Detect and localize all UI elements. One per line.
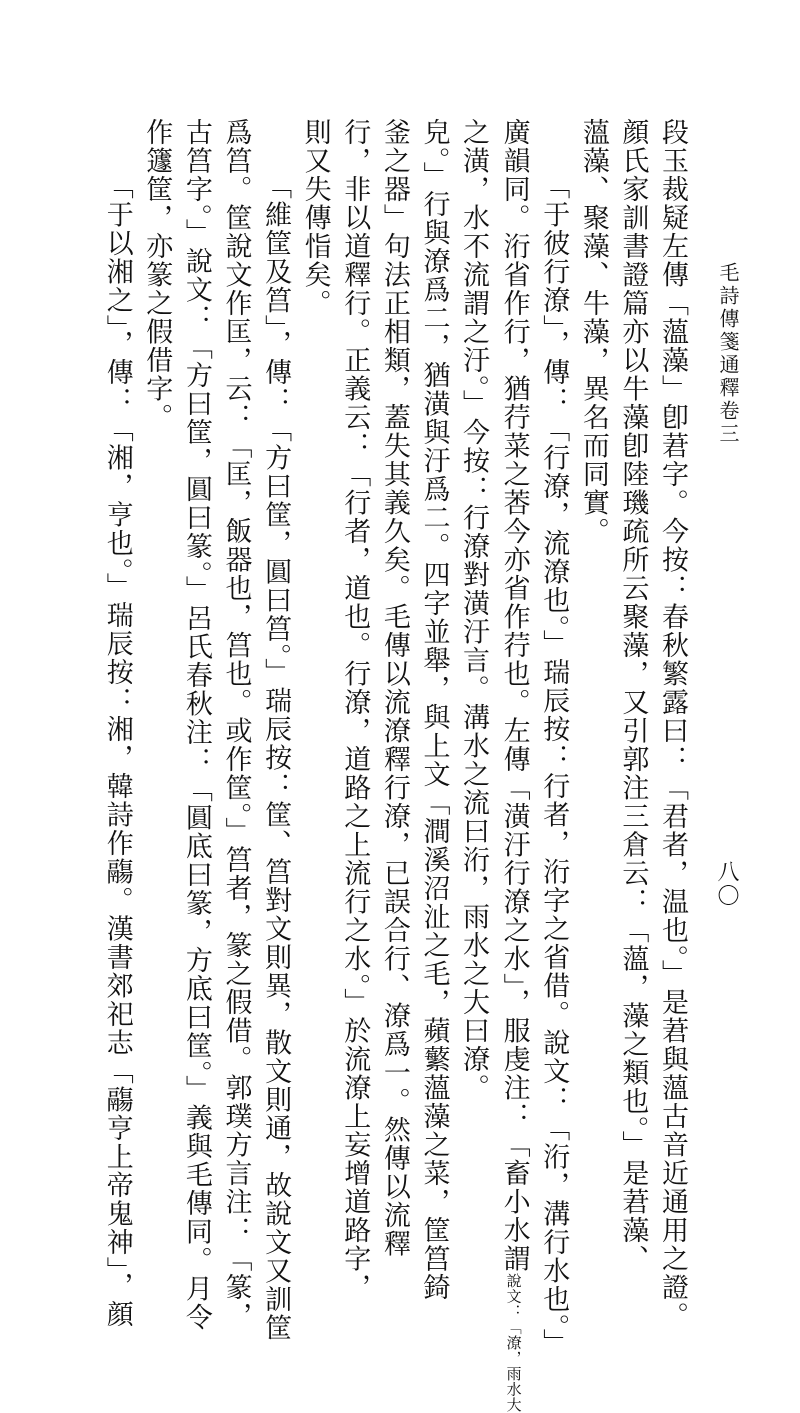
text-column: 「于彼行潦」，傳：「行潦，流潦也。」瑞辰按：行者，洐字之省借。說文：「洐，溝行水也。」 bbox=[538, 172, 570, 1357]
text-column: 顔氏家訓書證篇亦以牛藻卽陸璣疏所云聚藻，又引郭注三倉云：「薀，藻之類也。」是莙藻、 bbox=[617, 118, 649, 1273]
text-column: 「于以湘之」，傳：「湘，亨也。」瑞辰按：湘，韓詩作鬺。漢書郊祀志「鬺亨上帝鬼神」，顔 bbox=[101, 172, 133, 1329]
inline-note: 說文：「潦，雨水大 bbox=[504, 1273, 523, 1413]
text-column: 「維筐及筥」，傳：「方曰筐，圓曰筥。」瑞辰按：筐、筥對文則異，散文則通，故說文又訓筐 bbox=[260, 172, 292, 1342]
text-column: 廣韻同。洐省作行，猶荇菜之莕今亦省作荇也。左傳「潢汙行潦之水」，服虔注：「畜小水謂說文：「潦，雨水大 bbox=[498, 118, 530, 1413]
text-column: 作籧筐，亦篆之假借字。 bbox=[141, 118, 173, 432]
text-column: 則又失傳恉矣。 bbox=[299, 118, 331, 318]
text-column: 之潢，水不流謂之汙。」今按：行潦對潢汙言。溝水之流曰洐，雨水之大曰潦。 bbox=[458, 118, 490, 1102]
text-column: 古筥字。」說文：「方曰筐，圓曰篆。」呂氏春秋注：「圓底曰篆，方底曰筐。」義與毛傳同。月令 bbox=[180, 118, 212, 1332]
text-column: 皃。」行與潦爲二，猶潢與汙爲二。四字並舉，與上文「澗溪沼沚之毛，蘋蘩薀藻之菜，筐筥錡 bbox=[418, 118, 450, 1302]
text-body bbox=[52, 118, 692, 1413]
page-number: 八〇 bbox=[714, 860, 739, 908]
running-title: 毛詩傳箋通釋卷三 bbox=[716, 262, 740, 446]
text-column: 薀藻、聚藻、牛藻，異名而同實。 bbox=[577, 118, 609, 546]
text-column: 釜之器」句法正相類，蓋失其義久矣。毛傳以流潦釋行潦，已誤合行、潦爲一。然傳以流釋 bbox=[378, 118, 410, 1258]
text-column: 爲筥。筐說文作匡，云：「匡，飯器也，筥也。或作筐。」筥者，篆之假借。郭璞方言注：「篆， bbox=[220, 118, 252, 1330]
text-column: 行，非以道釋行。正義云：「行者，道也。行潦，道路之上流行之水。」於流潦上妄增道路字， bbox=[339, 118, 371, 1302]
text-column: 段玉裁疑左傳「薀藻」卽莙字。今按：春秋繁露曰：「君者，温也。」是莙與薀古音近通用之證。 bbox=[657, 118, 688, 1330]
